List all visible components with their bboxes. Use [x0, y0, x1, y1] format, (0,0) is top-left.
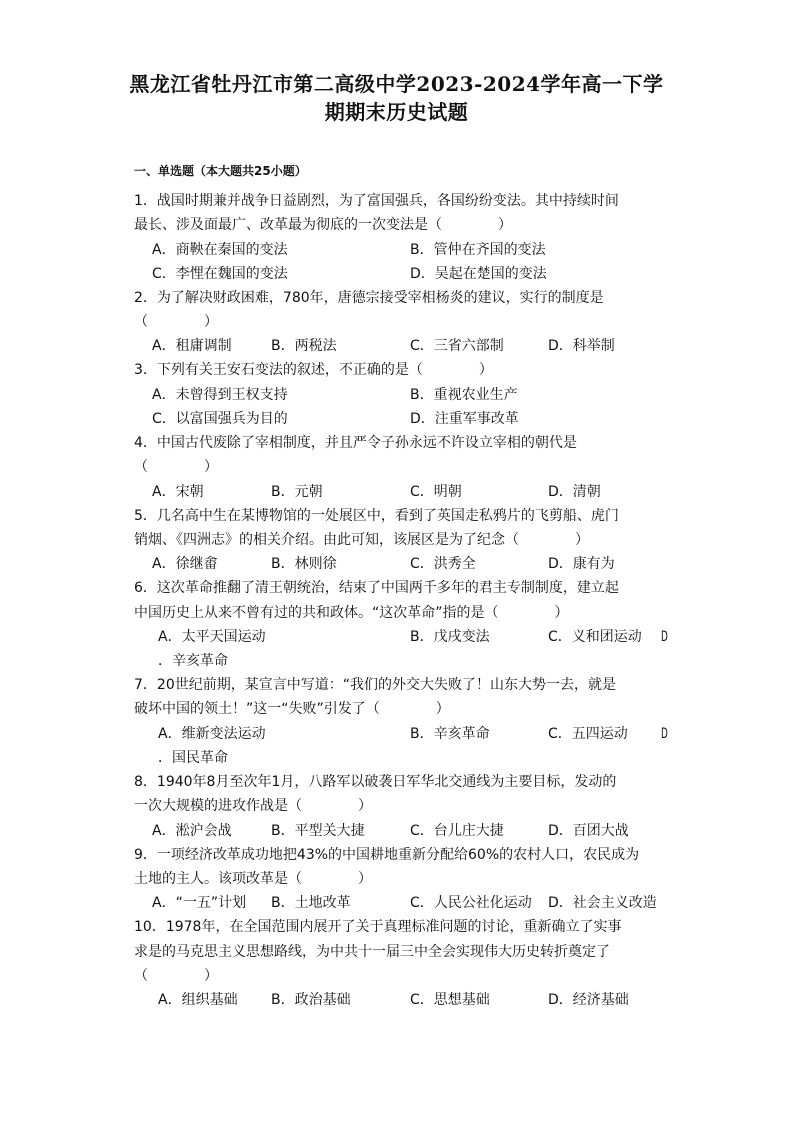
question-4-option-b: B．元朝: [271, 484, 323, 500]
question-9-option-c: C．人民公社化运动: [410, 895, 532, 911]
question-2-stem-line-1: 2．为了解决财政困难，780年，唐德宗接受宰相杨炎的建议，实行的制度是: [134, 290, 604, 306]
question-4-option-c: C．明朝: [410, 484, 462, 500]
question-2-option-c: C．三省六部制: [410, 338, 504, 354]
question-1-stem-line-1: 1．战国时期兼并战争日益剧烈，为了富国强兵，各国纷纷变法。其中持续时间: [134, 193, 619, 209]
question-10-option-b: B．政治基础: [271, 992, 351, 1008]
question-7-option-d-letter: D: [661, 726, 668, 742]
section-heading: 一、单选题（本大题共25小题）: [134, 164, 307, 178]
question-1-option-d: D．吴起在楚国的变法: [410, 266, 547, 282]
question-3-stem: 3．下列有关王安石变法的叙述，不正确的是（ ）: [134, 362, 493, 378]
question-3-option-c: C．以富国强兵为目的: [152, 411, 288, 427]
question-3-option-a: A．未曾得到王权支持: [152, 387, 288, 403]
question-3-option-d: D．注重军事改革: [410, 411, 519, 427]
question-4-option-a: A．宋朝: [152, 484, 204, 500]
question-6-option-d-letter: D: [661, 629, 668, 645]
question-1-option-c: C．李悝在魏国的变法: [152, 266, 288, 282]
question-7-option-a: A．维新变法运动: [158, 726, 266, 742]
question-5-stem-line-1: 5．几名高中生在某博物馆的一处展区中，看到了英国走私鸦片的飞剪船、虎门: [134, 508, 619, 524]
question-2-stem-line-2: （ ）: [134, 314, 218, 330]
question-8-stem-line-2: 一次大规模的进攻作战是（ ）: [134, 798, 372, 814]
question-5-option-c: C．洪秀全: [410, 556, 476, 572]
question-4-option-d: D．清朝: [548, 484, 601, 500]
question-5-stem-line-2: 销烟、《四洲志》的相关介绍。由此可知，该展区是为了纪念（ ）: [134, 532, 589, 548]
question-9-stem-line-2: 土地的主人。该项改革是（ ）: [134, 871, 372, 887]
question-5-option-a: A．徐继畬: [152, 556, 218, 572]
question-8-option-a: A．淞沪会战: [152, 823, 232, 839]
question-9-option-a: A．“一五”计划: [152, 895, 247, 911]
question-9-stem-line-1: 9．一项经济改革成功地把43%的中国耕地重新分配给60%的农村人口，农民成为: [134, 847, 640, 863]
question-7-option-b: B．辛亥革命: [410, 726, 490, 742]
question-6-option-d-text: ．辛亥革命: [158, 653, 228, 669]
question-10-stem-line-3: （ ）: [134, 968, 218, 984]
question-3-option-b: B．重视农业生产: [410, 387, 518, 403]
question-9-option-d: D．社会主义改造: [548, 895, 657, 911]
question-1-stem-line-2: 最长、涉及面最广、改革最为彻底的一次变法是（ ）: [134, 217, 512, 233]
question-2-option-b: B．两税法: [271, 338, 337, 354]
question-8-option-c: C．台儿庄大捷: [410, 823, 504, 839]
question-7-stem-line-1: 7．20世纪前期，某宣言中写道：“我们的外交大失败了！山东大势一去，就是: [134, 677, 616, 693]
question-10-option-c: C．思想基础: [410, 992, 490, 1008]
question-5-option-b: B．林则徐: [271, 556, 337, 572]
page-title-line-2: 期期末历史试题: [324, 100, 469, 124]
question-5-option-d: D．康有为: [548, 556, 615, 572]
question-8-option-b: B．平型关大捷: [271, 823, 365, 839]
question-8-option-d: D．百团大战: [548, 823, 629, 839]
question-4-stem-line-1: 4．中国古代废除了宰相制度，并且严令子孙永远不许设立宰相的朝代是: [134, 435, 577, 451]
question-2-option-d: D．科举制: [548, 338, 615, 354]
question-1-option-b: B．管仲在齐国的变法: [410, 242, 546, 258]
question-6-option-a: A．太平天国运动: [158, 629, 266, 645]
question-10-option-d: D．经济基础: [548, 992, 629, 1008]
question-10-option-a: A．组织基础: [158, 992, 238, 1008]
question-1-option-a: A．商鞅在秦国的变法: [152, 242, 288, 258]
question-10-stem-line-1: 10．1978年，在全国范围内展开了关于真理标准问题的讨论，重新确立了实事: [134, 919, 622, 935]
question-10-stem-line-2: 求是的马克思主义思想路线，为中共十一届三中全会实现伟大历史转折奠定了: [134, 944, 610, 960]
question-2-option-a: A．租庸调制: [152, 338, 232, 354]
page-title-line-1: 黑龙江省牡丹江市第二高级中学2023-2024学年高一下学: [129, 72, 664, 96]
question-7-option-c: C．五四运动: [548, 726, 628, 742]
question-9-option-b: B．土地改革: [271, 895, 351, 911]
question-6-stem-line-2: 中国历史上从来不曾有过的共和政体。“这次革命”指的是（ ）: [134, 605, 569, 621]
question-8-stem-line-1: 8．1940年8月至次年1月，八路军以破袭日军华北交通线为主要目标，发动的: [134, 774, 617, 790]
question-6-option-b: B．戊戌变法: [410, 629, 490, 645]
question-7-stem-line-2: 破坏中国的领土！”这一“失败”引发了（ ）: [134, 701, 450, 717]
question-7-option-d-text: ．国民革命: [158, 750, 228, 766]
question-6-stem-line-1: 6．这次革命推翻了清王朝统治，结束了中国两千多年的君主专制制度，建立起: [134, 580, 619, 596]
question-6-option-c: C．义和团运动: [548, 629, 642, 645]
question-4-stem-line-2: （ ）: [134, 459, 218, 475]
